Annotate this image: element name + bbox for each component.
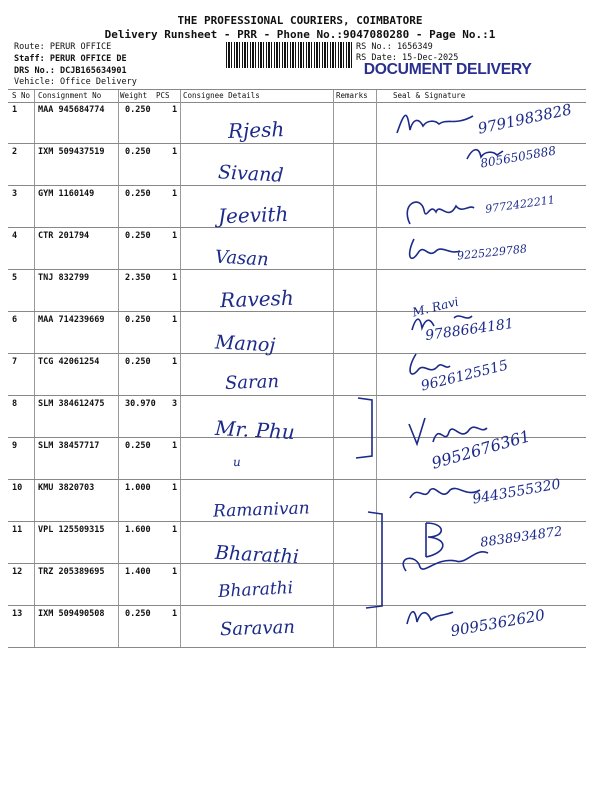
weight-value: 0.250: [125, 147, 151, 157]
consignee-handwriting: Jeevith: [217, 201, 289, 229]
consignee-handwriting: Bharathi: [214, 541, 300, 569]
serial-number: 5: [12, 273, 18, 283]
weight-value: 0.250: [125, 609, 151, 619]
weight-value: 0.250: [125, 231, 151, 241]
consignment-number: CTR 201794: [38, 231, 90, 241]
pcs-count: 1: [172, 609, 178, 619]
rs-date: RS Date: 15-Dec-2025: [356, 53, 459, 63]
pcs-count: 1: [172, 441, 178, 451]
consignee-handwriting: u: [232, 454, 241, 470]
pcs-count: 1: [172, 483, 178, 493]
pcs-count: 1: [172, 525, 178, 535]
weight-value: 0.250: [125, 105, 151, 115]
signature-scribble: [396, 517, 491, 577]
weight-value: 0.250: [125, 441, 151, 451]
consignee-handwriting: Mr. Phu: [214, 415, 296, 445]
signature-scribble: [402, 235, 462, 265]
serial-number: 4: [12, 231, 18, 241]
signature-scribble: [402, 352, 452, 382]
serial-number: 1: [12, 105, 18, 115]
consignment-number: MAA 714239669: [38, 315, 105, 325]
consignment-number: MAA 945684774: [38, 105, 105, 115]
serial-number: 8: [12, 399, 18, 409]
consignment-number: GYM 1160149: [38, 189, 95, 199]
serial-number: 11: [12, 525, 23, 535]
staff-label: Staff: PERUR OFFICE DE: [14, 54, 127, 64]
weight-value: 30.970: [125, 399, 156, 409]
phone-handwriting: 9772422211: [484, 193, 556, 216]
pcs-count: 3: [172, 399, 178, 409]
pcs-count: 1: [172, 147, 178, 157]
consignee-handwriting: Sivand: [217, 161, 285, 187]
phone-handwriting: 9626125515: [419, 357, 510, 395]
table-row: [8, 564, 586, 606]
consignee-handwriting: Saravan: [219, 616, 296, 641]
weight-value: 2.350: [125, 273, 151, 283]
consignment-number: SLM 38457717: [38, 441, 100, 451]
pcs-count: 1: [172, 315, 178, 325]
barcode-image: [226, 42, 352, 68]
pcs-count: 1: [172, 189, 178, 199]
pcs-count: 1: [172, 357, 178, 367]
serial-number: 3: [12, 189, 18, 199]
consignee-handwriting: Vasan: [214, 246, 270, 271]
consignee-handwriting: Ravesh: [219, 285, 295, 313]
consignee-handwriting: Ramanivan: [212, 498, 310, 522]
col-signature: Seal & Signature: [393, 91, 466, 100]
consignment-number: SLM 384612475: [38, 399, 105, 409]
weight-value: 0.250: [125, 315, 151, 325]
pcs-count: 1: [172, 105, 178, 115]
phone-handwriting: 9952676361: [429, 426, 533, 473]
phone-handwriting: 9095362620: [449, 605, 547, 641]
serial-number: 12: [12, 567, 23, 577]
drs-number: DRS No.: DCJB165634901: [14, 66, 127, 76]
serial-number: 2: [12, 147, 18, 157]
serial-number: 10: [12, 483, 23, 493]
consignment-number: VPL 125509315: [38, 525, 105, 535]
signature-scribble: [400, 194, 475, 228]
vehicle-label: Vehicle: Office Delivery: [14, 77, 137, 87]
consignment-number: TRZ 205389695: [38, 567, 105, 577]
serial-number: 9: [12, 441, 18, 451]
consignee-handwriting: Rjesh: [227, 117, 285, 143]
table-row: [8, 270, 586, 312]
consignment-number: IXM 509490508: [38, 609, 105, 619]
signature-scribble: [405, 606, 455, 628]
signature-name-handwriting: M. Ravi: [411, 294, 460, 320]
col-consignment: Consignment No: [38, 91, 102, 100]
pcs-count: 1: [172, 273, 178, 283]
signature-scribble: [405, 412, 490, 447]
pcs-count: 1: [172, 567, 178, 577]
serial-number: 6: [12, 315, 18, 325]
company-title: THE PROFESSIONAL COURIERS, COIMBATORE: [177, 14, 423, 27]
bracket-mark: [362, 510, 392, 610]
signature-scribble: [395, 108, 475, 138]
bracket-mark: [352, 396, 382, 460]
phone-handwriting: 9225229788: [456, 242, 528, 263]
serial-number: 13: [12, 609, 23, 619]
runsheet-subtitle: Delivery Runsheet - PRR - Phone No.:9047080280 - Page No.:1: [104, 28, 496, 41]
weight-value: 0.250: [125, 357, 151, 367]
consignment-number: IXM 509437519: [38, 147, 105, 157]
phone-handwriting: 9791983828: [476, 100, 574, 138]
phone-handwriting: 8838934872: [479, 524, 564, 551]
pcs-count: 1: [172, 231, 178, 241]
weight-value: 1.400: [125, 567, 151, 577]
phone-handwriting: 8056505888: [479, 143, 557, 171]
col-remarks: Remarks: [336, 91, 368, 100]
col-weight: Weight: [120, 91, 148, 100]
consignment-number: TNJ 832799: [38, 273, 90, 283]
consignee-handwriting: Saran: [224, 371, 280, 394]
col-sno: S No: [12, 91, 31, 100]
col-pcs: PCS: [156, 91, 170, 100]
col-consignee: Consignee Details: [183, 91, 260, 100]
serial-number: 7: [12, 357, 18, 367]
weight-value: 1.000: [125, 483, 151, 493]
rs-number: RS No.: 1656349: [356, 42, 433, 52]
weight-value: 1.600: [125, 525, 151, 535]
consignee-handwriting: Bharathi: [217, 578, 294, 602]
consignment-number: KMU 3820703: [38, 483, 95, 493]
document-delivery-stamp: DOCUMENT DELIVERY: [363, 61, 532, 78]
signature-scribble: [465, 145, 505, 165]
consignment-number: TCG 42061254: [38, 357, 100, 367]
signature-scribble: [408, 480, 483, 505]
weight-value: 0.250: [125, 189, 151, 199]
phone-handwriting: 9443555320: [471, 476, 562, 508]
table-row: [8, 396, 586, 438]
phone-handwriting: 9788664181: [424, 315, 515, 345]
consignee-handwriting: Manoj: [214, 331, 276, 357]
route-label: Route: PERUR OFFICE: [14, 42, 112, 52]
